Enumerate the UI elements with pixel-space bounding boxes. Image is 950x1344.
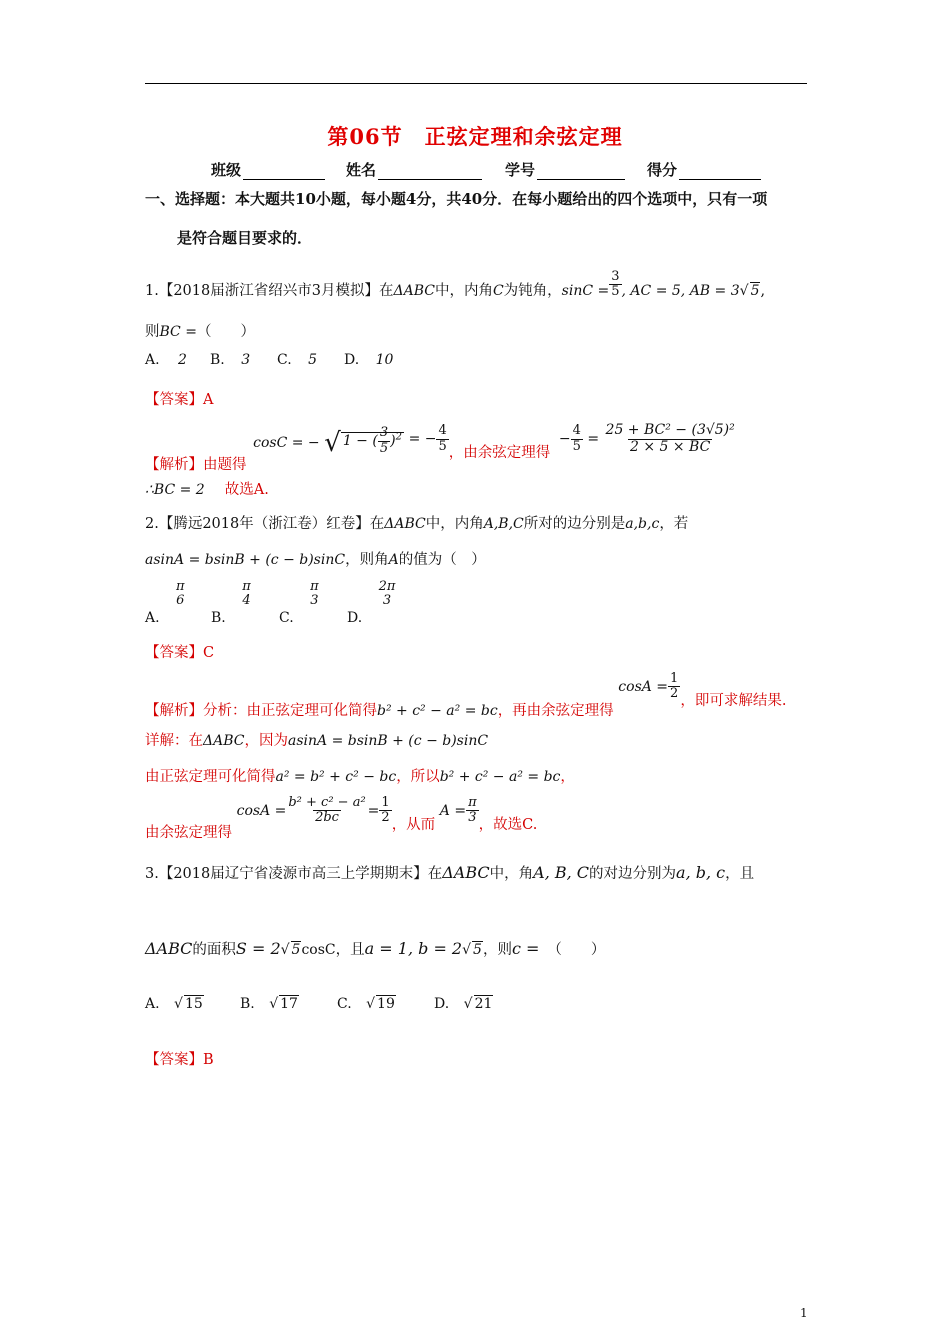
q1-option-a[interactable]: A. 2 [145, 352, 187, 368]
question-3-line2: ΔABC的面积S = 2√ 5cosC，且a = 1, b = 2√ 5，则c = （ ） [145, 939, 606, 958]
score-blank[interactable] [679, 179, 761, 180]
q1-option-b[interactable]: B. 3 [210, 352, 251, 368]
question-1-stem: 1.【2018届浙江省绍兴市3月模拟】在ΔABC中，内角C为钝角，sinC = $\frac{3}{5}$ , AC = 5, AB = 3√ 5, [145, 269, 766, 300]
q2-analysis-line4: 由余弦定理得 cosA = $\frac{\text{b² + c² − a²}}{2bc}$ = $\frac{1}{2}$ ，从而 A = $\frac{\pi}{3}$ ，故选C. [145, 795, 538, 841]
q2-option-a[interactable]: A. π 6 [145, 579, 185, 627]
class-field[interactable]: 班级 [211, 159, 325, 180]
header-rule [145, 83, 807, 84]
q3-option-c[interactable]: C. √ 19 [337, 996, 395, 1012]
q1-option-c[interactable]: C. 5 [277, 352, 318, 368]
question-3-stem: 3.【2018届辽宁省凌源市高三上学期期末】在ΔABC中，角A, B, C的对边分别为a, b, c，且 [145, 863, 755, 882]
question-2-stem: 2.【腾远2018年（浙江卷）红卷】在ΔABC中，内角A,B,C所对的边分别是a,b,c，若 [145, 516, 689, 532]
q2-option-b[interactable]: B. π 4 [211, 579, 251, 627]
id-blank[interactable] [537, 179, 625, 180]
question-2-line2: asinA = bsinB + (c − b)sinC，则角A的值为（ ） [145, 552, 486, 568]
q3-answer: 【答案】B [145, 1052, 214, 1068]
q2-option-c[interactable]: C. π 3 [279, 579, 319, 627]
q3-option-b[interactable]: B. √ 17 [240, 996, 298, 1012]
q2-answer: 【答案】C [145, 645, 215, 661]
q1-option-d[interactable]: D. 10 [344, 352, 394, 368]
section-heading-line1: 一、选择题：本大题共10小题，每小题4分，共40分．在每小题给出的四个选项中，只有一项 [145, 190, 768, 208]
q2-analysis-line2: 详解：在ΔABC，因为asinA = bsinB + (c − b)sinC [145, 733, 489, 749]
name-blank[interactable] [378, 179, 482, 180]
question-1-line2: 则BC =（ ） [145, 324, 255, 340]
q2-option-d[interactable]: D. 2π 3 [347, 579, 396, 627]
q2-analysis-line1: 【解析】分析：由正弦定理可化简得b² + c² − a² = bc，再由余弦定理得 cosA = $\frac{1}{2}$ ，即可求解结果. [145, 671, 787, 719]
student-id-field[interactable]: 学号 [505, 159, 625, 180]
score-field[interactable]: 得分 [647, 159, 761, 180]
name-field[interactable]: 姓名 [346, 159, 482, 180]
q1-conclusion: ∴BC = 2 故选A. [145, 482, 269, 498]
class-blank[interactable] [243, 179, 325, 180]
q1-answer: 【答案】A [145, 392, 214, 408]
q2-analysis-line3: 由正弦定理可化简得a² = b² + c² − bc，所以b² + c² − a² = bc， [145, 769, 575, 785]
q3-option-d[interactable]: D. √ 21 [434, 996, 493, 1012]
section-heading-line2: 是符合题目要求的． [177, 229, 313, 247]
q3-option-a[interactable]: A. √ 15 [145, 996, 203, 1012]
q1-analysis: 【解析】由题得 cosC = − √ 1 − ( $\frac{3}{5}$ )$^2$ = − $\frac{4}{5}$ ，由余弦定理得 − $\frac{4}{5}$ = $\frac{\text{25 + BC² − (3√5)²}}{2 \times 5 \times BC}$ [145, 422, 735, 473]
page-number: 1 [800, 1306, 808, 1320]
page-title: 第06节 正弦定理和余弦定理 [327, 124, 623, 149]
